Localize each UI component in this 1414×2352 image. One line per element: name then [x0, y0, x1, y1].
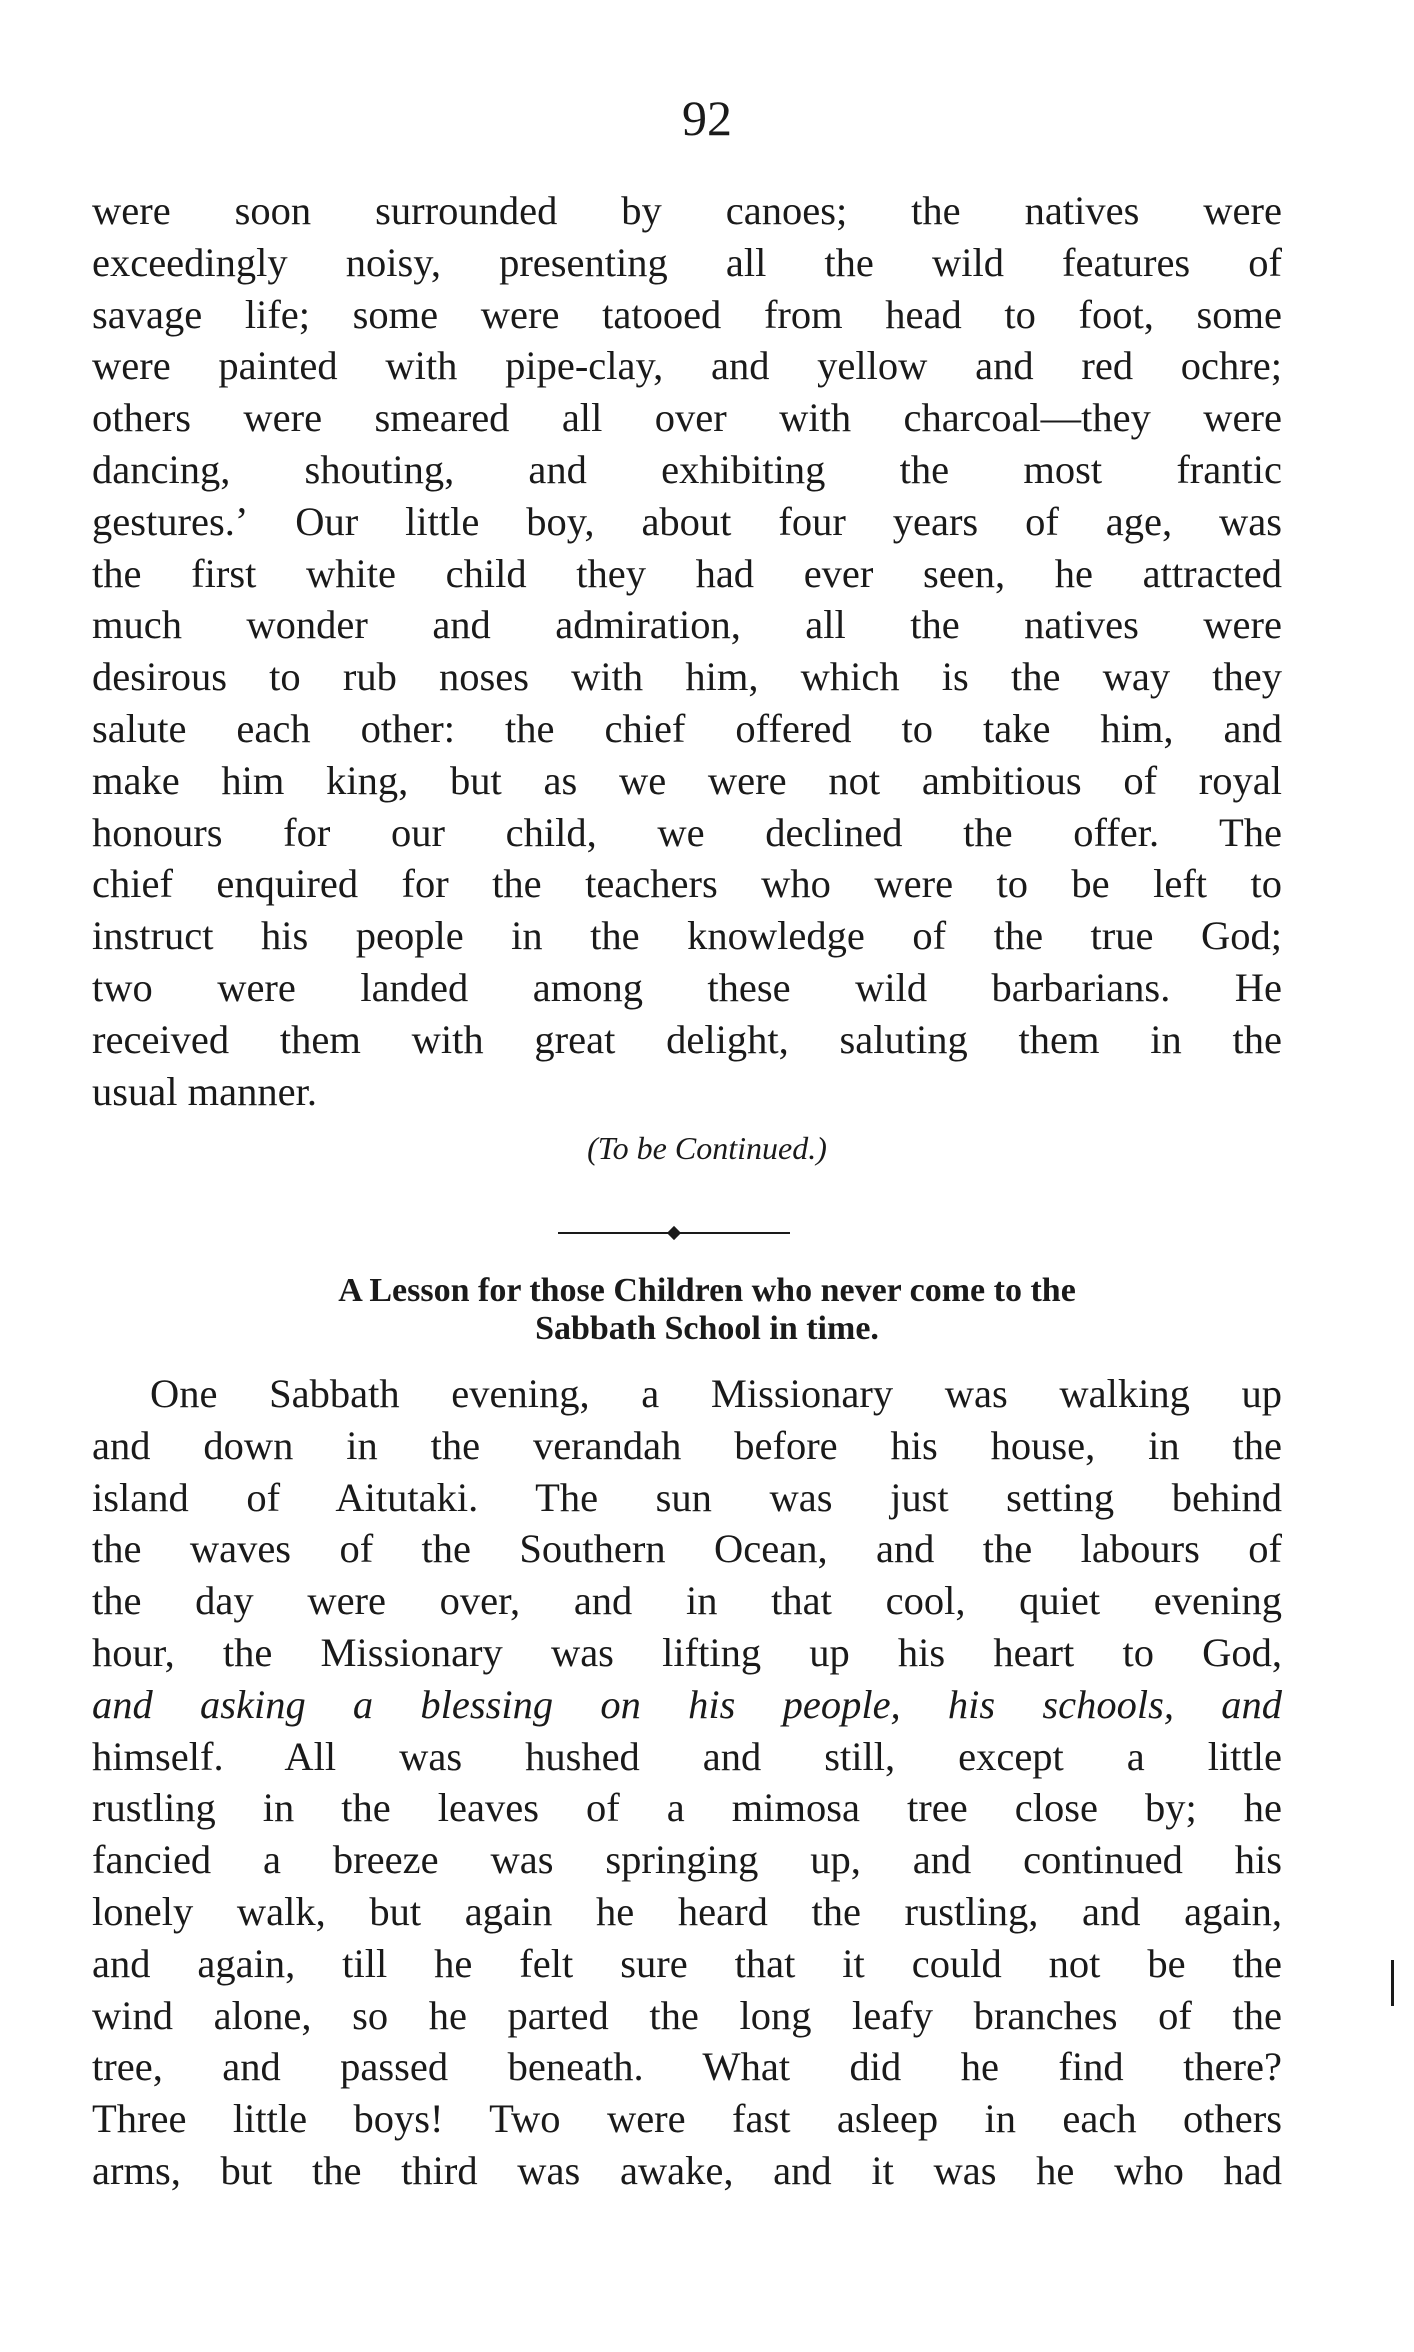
text-line: hour, the Missionary was lifting up his heart to God, — [92, 1629, 1282, 1675]
text-line: much wonder and admiration, all the natives were — [92, 602, 1282, 648]
text-line: rustling in the leaves of a mimosa tree close by; he — [92, 1785, 1282, 1831]
article-title-line-2: Sabbath School in time. — [535, 1310, 879, 1347]
text-line: were painted with pipe-clay, and yellow and red ochre; — [92, 343, 1282, 389]
page-number: 92 — [682, 90, 732, 146]
text-line: chief enquired for the teachers who were to be left to — [92, 861, 1282, 907]
text-line: lonely walk, but again he heard the rustling, and again, — [92, 1888, 1282, 1934]
article-title — [0, 1272, 1414, 1348]
text-line: fancied a breeze was springing up, and continued his — [92, 1837, 1282, 1883]
text-line: tree, and passed beneath. What did he find there? — [92, 2044, 1282, 2090]
text-line: honours for our child, we declined the offer. The — [92, 809, 1282, 855]
continued-story — [92, 185, 1282, 1117]
text-line: were soon surrounded by canoes; the natives were — [92, 188, 1282, 233]
text-line: desirous to rub noses with him, which is the way they — [92, 654, 1282, 700]
text-line: gestures.ʼ Our little boy, about four years of age, was — [92, 498, 1282, 544]
text-line: instruct his people in the knowledge of the true God; — [92, 913, 1282, 959]
article-body — [92, 1368, 1282, 2197]
text-line: usual manner. — [92, 1068, 317, 1114]
text-line: the day were over, and in that cool, quiet evening — [92, 1578, 1282, 1624]
text-line: the first white child they had ever seen, he attracted — [92, 550, 1282, 596]
article-title-line-1: A Lesson for those Children who never come to the — [338, 1272, 1076, 1309]
text-line: One Sabbath evening, a Missionary was walking up — [150, 1371, 1282, 1416]
to-be-continued-note: (To be Continued.) — [587, 1130, 827, 1166]
section-divider — [558, 1225, 790, 1241]
text-line: two were landed among these wild barbarians. He — [92, 964, 1282, 1010]
text-line: others were smeared all over with charcoal—they were — [92, 395, 1282, 441]
text-line: and asking a blessing on his people, his schools, and — [92, 1681, 1282, 1727]
text-line: received them with great delight, saluting them in the — [92, 1016, 1282, 1062]
margin-mark — [1391, 1960, 1394, 2006]
text-line: wind alone, so he parted the long leafy branches of the — [92, 1992, 1282, 2038]
text-line: himself. All was hushed and still, except a little — [92, 1733, 1282, 1779]
text-line: savage life; some were tatooed from head to foot, some — [92, 291, 1282, 337]
text-line: dancing, shouting, and exhibiting the most frantic — [92, 446, 1282, 492]
text-line: arms, but the third was awake, and it was he who had — [92, 2147, 1282, 2193]
text-line: the waves of the Southern Ocean, and the labours of — [92, 1526, 1282, 1572]
divider-diamond-icon — [667, 1226, 681, 1240]
text-line: exceedingly noisy, presenting all the wild features of — [92, 239, 1282, 285]
text-line: Three little boys! Two were fast asleep in each others — [92, 2096, 1282, 2142]
text-line: and again, till he felt sure that it could not be the — [92, 1940, 1282, 1986]
text-line: island of Aitutaki. The sun was just setting behind — [92, 1474, 1282, 1520]
text-line: make him king, but as we were not ambitious of royal — [92, 757, 1282, 803]
text-line: and down in the verandah before his house, in the — [92, 1422, 1282, 1468]
text-line: salute each other: the chief offered to take him, and — [92, 705, 1282, 751]
